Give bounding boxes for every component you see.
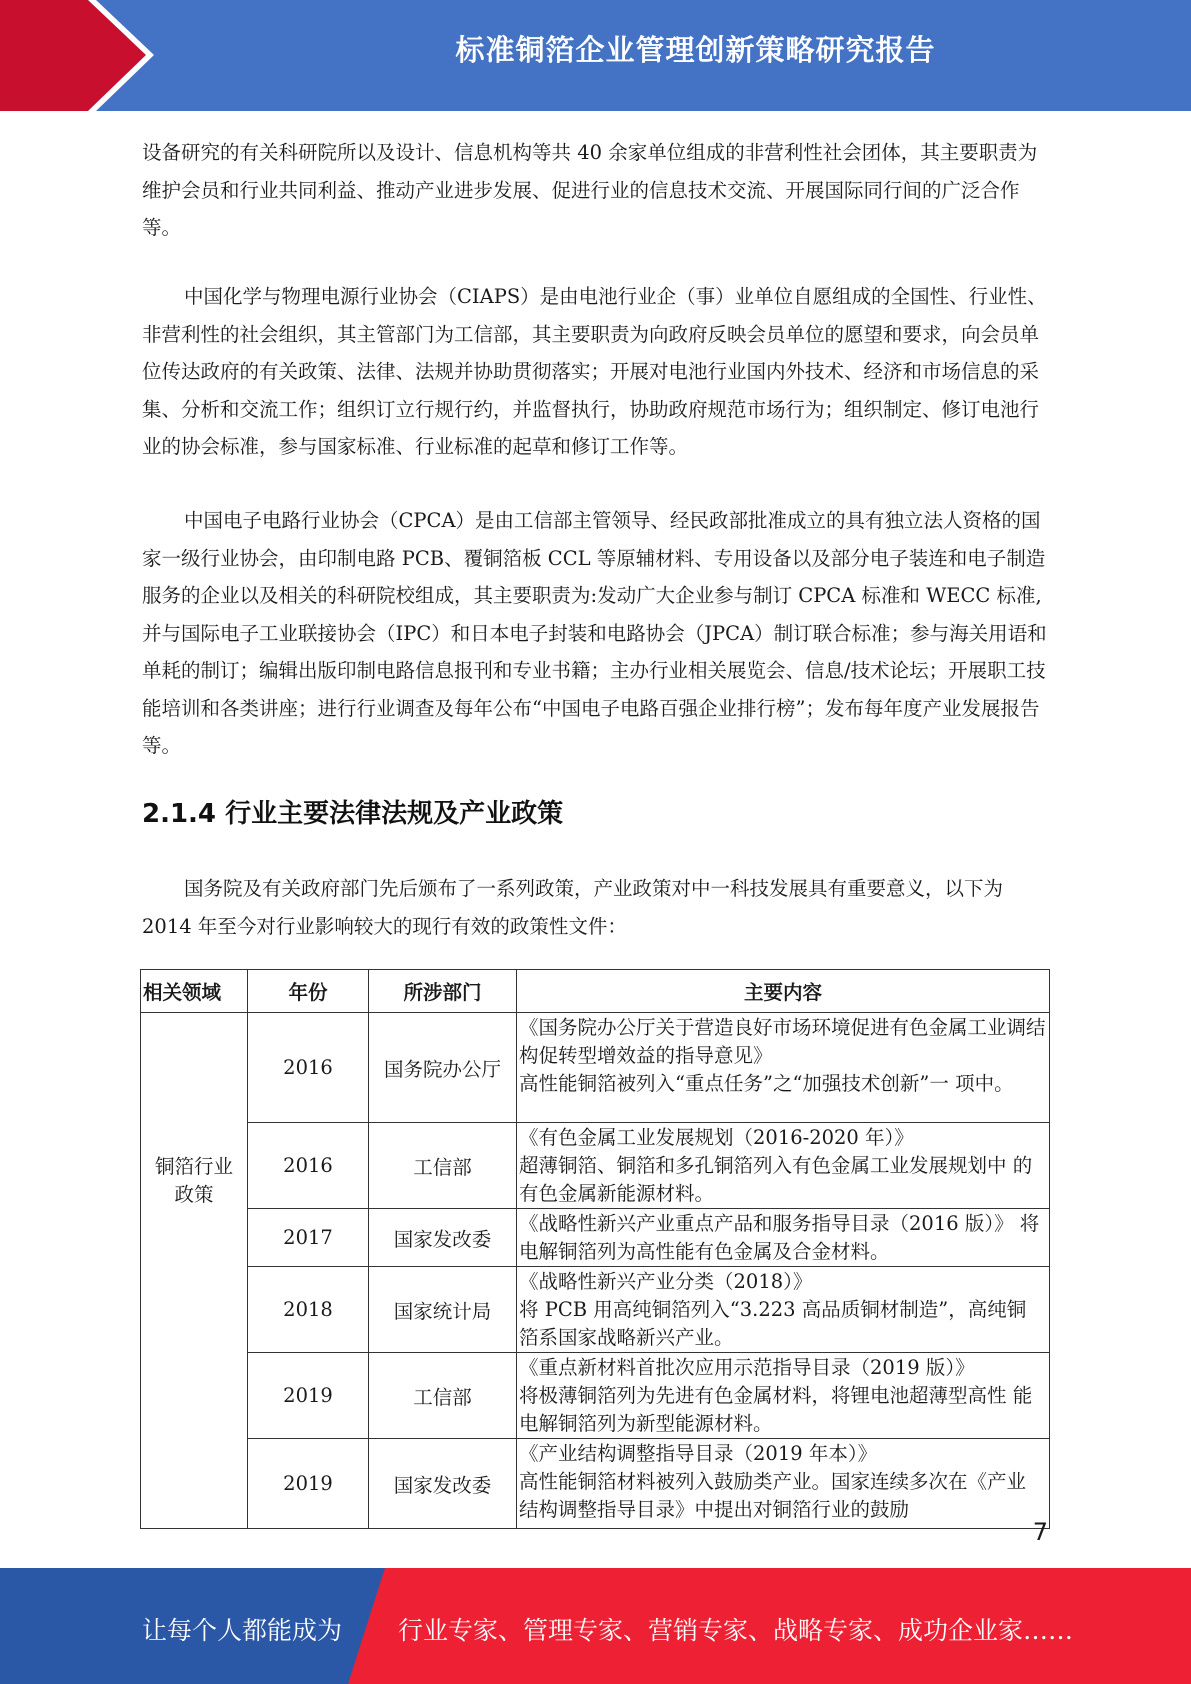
table-row	[141, 1013, 1050, 1123]
footer-slogan-right: 行业专家、管理专家、营销专家、战略专家、成功企业家……	[398, 1616, 1074, 1645]
table-row	[141, 1353, 1050, 1439]
table-row	[141, 1123, 1050, 1209]
department-cell: 国家发改委	[369, 1209, 517, 1267]
year-cell: 2016	[248, 1013, 369, 1123]
year-cell: 2018	[248, 1267, 369, 1353]
department-cell: 工信部	[369, 1123, 517, 1209]
policy-table	[140, 969, 1050, 1529]
document-title: 标准铜箔企业管理创新策略研究报告	[455, 33, 936, 67]
year-cell: 2017	[248, 1209, 369, 1267]
table-row	[141, 1267, 1050, 1353]
section-heading: 2.1.4 行业主要法律法规及产业政策	[142, 799, 564, 829]
content-cell: 《战略性新兴产业分类（2018）》 将 PCB 用高纯铜箔列入“3.223 高品质铜材制造”，高纯铜 箔系国家战略新兴产业。	[517, 1267, 1050, 1353]
footer-slogan-left: 让每个人都能成为	[142, 1616, 343, 1645]
paragraph-policy-intro: 国务院及有关政府部门先后颁布了一系列政策，产业政策对中一科技发展具有重要意义，以下为 2014 年至今对行业影响较大的现行有效的政策性文件：	[142, 877, 1004, 938]
header-field: 相关领域	[141, 970, 248, 1013]
header-year: 年份	[248, 970, 369, 1013]
header-department: 所涉部门	[369, 970, 517, 1013]
paragraph-1: 设备研究的有关科研院所以及设计、信息机构等共 40 余家单位组成的非营利性社会团体，其主要职责为维护会员和行业共同利益、推动产业进步发展、促进行业的信息技术交流、开展国际同行间的广泛合作等。	[142, 141, 1038, 239]
paragraph-ciaps: 中国化学与物理电源行业协会（CIAPS）是由电池行业企（事）业单位自愿组成的全国性、行业性、非营利性的社会组织，其主管部门为工信部，其主要职责为向政府反映会员单位的愿望和要求，向会员单位传达政府的有关政策、法律、法规并协助贯彻落实；开展对电池行业国内外技术、经济和市场信息的采集、分析和交流工作；组织订立行规行约，并监督执行，协助政府规范市场行为；组织制定、修订电池行业的协会标准，参与国家标准、行业标准的起草和修订工作等。	[142, 285, 1047, 458]
field-cell: 铜箔行业政策	[141, 1013, 248, 1529]
content-cell: 《战略性新兴产业重点产品和服务指导目录（2016 版）》 将电解铜箔列为高性能有色金属及合金材料。	[517, 1209, 1050, 1267]
department-cell: 国务院办公厅	[369, 1013, 517, 1123]
content-cell: 《产业结构调整指导目录（2019 年本）》 高性能铜箔材料被列入鼓励类产业。国家连续多次在《产业 结构调整指导目录》中提出对铜箔行业的鼓励	[517, 1439, 1050, 1529]
table-row	[141, 1439, 1050, 1529]
policy-table-container	[140, 969, 1052, 1521]
year-cell: 2019	[248, 1353, 369, 1439]
table-header-row	[141, 970, 1050, 1013]
content-cell: 《国务院办公厅关于营造良好市场环境促进有色金属工业调结构促转型增效益的指导意见》 高性能铜箔被列入“重点任务”之“加强技术创新”一 项中。	[517, 1013, 1050, 1123]
year-cell: 2016	[248, 1123, 369, 1209]
department-cell: 国家发改委	[369, 1439, 517, 1529]
table-row	[141, 1209, 1050, 1267]
year-cell: 2019	[248, 1439, 369, 1529]
department-cell: 工信部	[369, 1353, 517, 1439]
department-cell: 国家统计局	[369, 1267, 517, 1353]
paragraph-cpca: 中国电子电路行业协会（CPCA）是由工信部主管领导、经民政部批准成立的具有独立法人资格的国家一级行业协会，由印制电路 PCB、覆铜箔板 CCL 等原辅材料、专用设备以及部分电子装连和电子制造服务的企业以及相关的科研院校组成，其主要职责为:发动广大企业参与制订 CPCA 标准和 WECC 标准,并与国际电子工业联接协会（IPC）和日本电子封装和电路协会（JPCA）制订联合标准；参与海关用语和单耗的制订；编辑出版印制电路信息报刊和专业书籍；主办行业相关展览会、信息/技术论坛；开展职工技能培训和各类讲座；进行行业调查及每年公布“中国电子电路百强企业排行榜”；发布每年度产业发展报告等。	[142, 509, 1047, 757]
header-content: 主要内容	[517, 970, 1050, 1013]
page-number: 7	[1032, 1518, 1048, 1546]
content-cell: 《有色金属工业发展规划（2016-2020 年）》 超薄铜箔、铜箔和多孔铜箔列入有色金属工业发展规划中 的有色金属新能源材料。	[517, 1123, 1050, 1209]
content-cell: 《重点新材料首批次应用示范指导目录（2019 版）》 将极薄铜箔列为先进有色金属材料，将锂电池超薄型高性 能电解铜箔列为新型能源材料。	[517, 1353, 1050, 1439]
